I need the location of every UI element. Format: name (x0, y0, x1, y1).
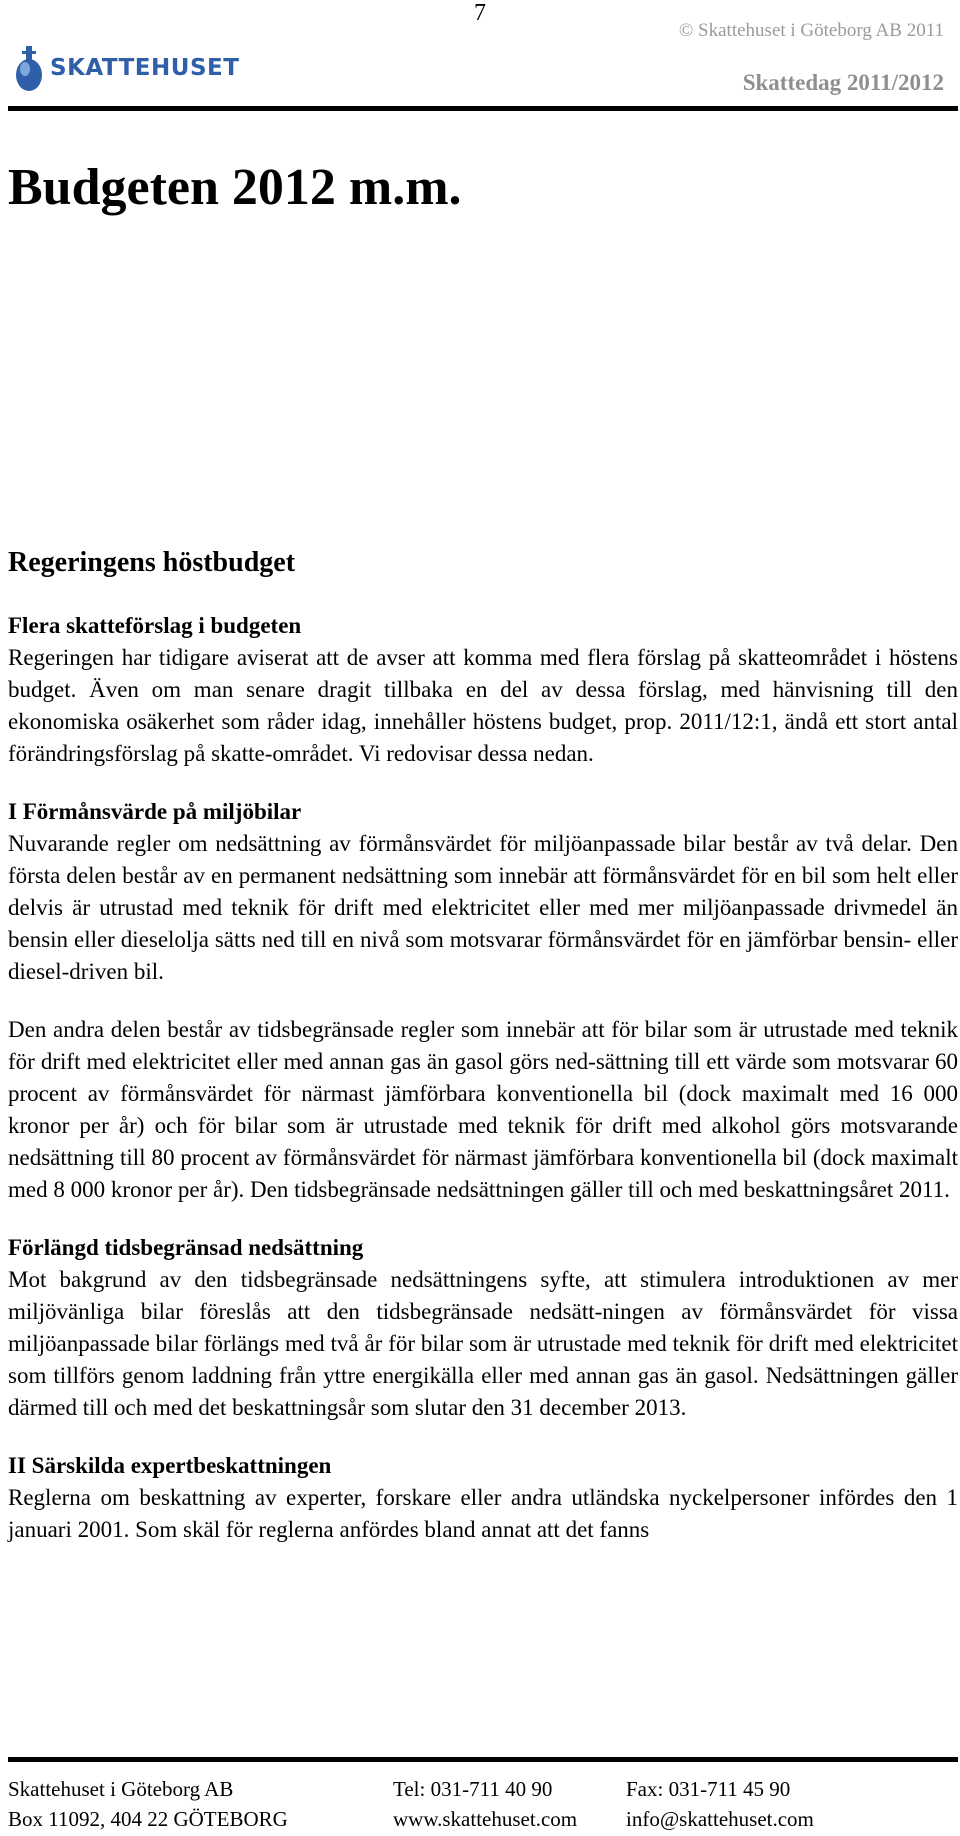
footer-phone: Tel: 031-711 40 90 (393, 1777, 553, 1801)
block-heading: Flera skatteförslag i budgeten (8, 613, 302, 638)
block-paragraph: Reglerna om beskattning av experter, forskare eller andra utländska nyckelpersoner infördes den 1 januari 2001. Som skäl för reglerna anfördes bland annat att det fanns (8, 1485, 958, 1542)
header-rule (8, 106, 958, 111)
page-title: Budgeten 2012 m.m. (8, 159, 462, 216)
logo-text: SKATTEHUSET (50, 55, 240, 81)
footer-contact-column (393, 1774, 577, 1834)
footer-website: www.skattehuset.com (393, 1807, 578, 1831)
block-heading: Förlängd tidsbegränsad nedsättning (8, 1235, 364, 1260)
article-block (8, 610, 958, 770)
logo (14, 40, 239, 96)
block-paragraph: Regeringen har tidigare aviserat att de avser att komma med flera förslag på skatteområdet i höstens budget. Även om man senare dragit tillbaka en del av dessa förslag, med hänvisning till den ekonomiska osäkerhet som råder idag, innehåller höstens budget, prop. 2011/12:1, ändå ett stort antal förändringsförslag på skatte-området. Vi redovisar dessa nedan. (8, 645, 958, 766)
article-block (8, 1232, 958, 1424)
block-heading: I Förmånsvärde på miljöbilar (8, 799, 302, 824)
article-block (8, 1014, 958, 1206)
article-block (8, 1450, 958, 1546)
copyright-notice: © Skattehuset i Göteborg AB 2011 (678, 20, 944, 41)
footer-company: Skattehuset i Göteborg AB (8, 1777, 234, 1801)
block-paragraph: Den andra delen består av tidsbegränsade regler som innebär att för bilar som är utrustade med teknik för drift med elektricitet eller med annan gas än gasol görs ned-sättning till ett värde som motsvarar 60 procent av förmånsvärdet för närmast jämförbara konventionella bil (dock maximalt med 16 000 kronor per år) och för bilar som är utrustade med teknik för drift med alkohol görs motsvarande nedsättning till 80 procent av förmånsvärdet för närmast jämförbara konventionella bil (dock maximalt med 8 000 kronor per år). Den tidsbegränsade nedsättningen gäller till och med beskattningsåret 2011. (8, 1017, 958, 1202)
block-heading: II Särskilda expertbeskattningen (8, 1453, 332, 1478)
page-number: 7 (474, 0, 486, 26)
footer-address: Box 11092, 404 22 GÖTEBORG (8, 1807, 288, 1831)
footer-email: info@skattehuset.com (626, 1807, 814, 1831)
footer-rule (8, 1757, 958, 1762)
block-paragraph: Mot bakgrund av den tidsbegränsade nedsättningens syfte, att stimulera introduktionen av mer miljövänliga bilar föreslås att den tidsbegränsade nedsätt-ningen av förmånsvärdet för vissa miljöanpassade bilar förlängs med två år för bilar som är utrustade med teknik för drift med elektricitet som tillförs genom laddning från yttre energikälla eller med annan gas än gasol. Nedsättningen gäller därmed till och med det beskattningsår som slutar den 31 december 2013. (8, 1267, 958, 1420)
block-paragraph: Nuvarande regler om nedsättning av förmånsvärdet för miljöanpassade bilar består av två delar. Den första delen består av en permanent nedsättning som innebär att förmånsvärdet för en bil som helt eller delvis är utrustad med teknik för drift med elektricitet eller med mer miljöanpassade drivmedel än bensin eller dieselolja sätts ned till en nivå som motsvarar förmånsvärdet för en jämförbar bensin- eller diesel-driven bil. (8, 831, 958, 984)
edition-label: Skattedag 2011/2012 (742, 70, 944, 95)
article-block (8, 796, 958, 988)
section-heading: Regeringens höstbudget (8, 547, 296, 578)
article-content (8, 542, 958, 1572)
footer-fax: Fax: 031-711 45 90 (626, 1777, 791, 1801)
footer-fax-column (626, 1774, 814, 1834)
logo-icon (14, 42, 44, 94)
footer-address-column (8, 1774, 288, 1834)
